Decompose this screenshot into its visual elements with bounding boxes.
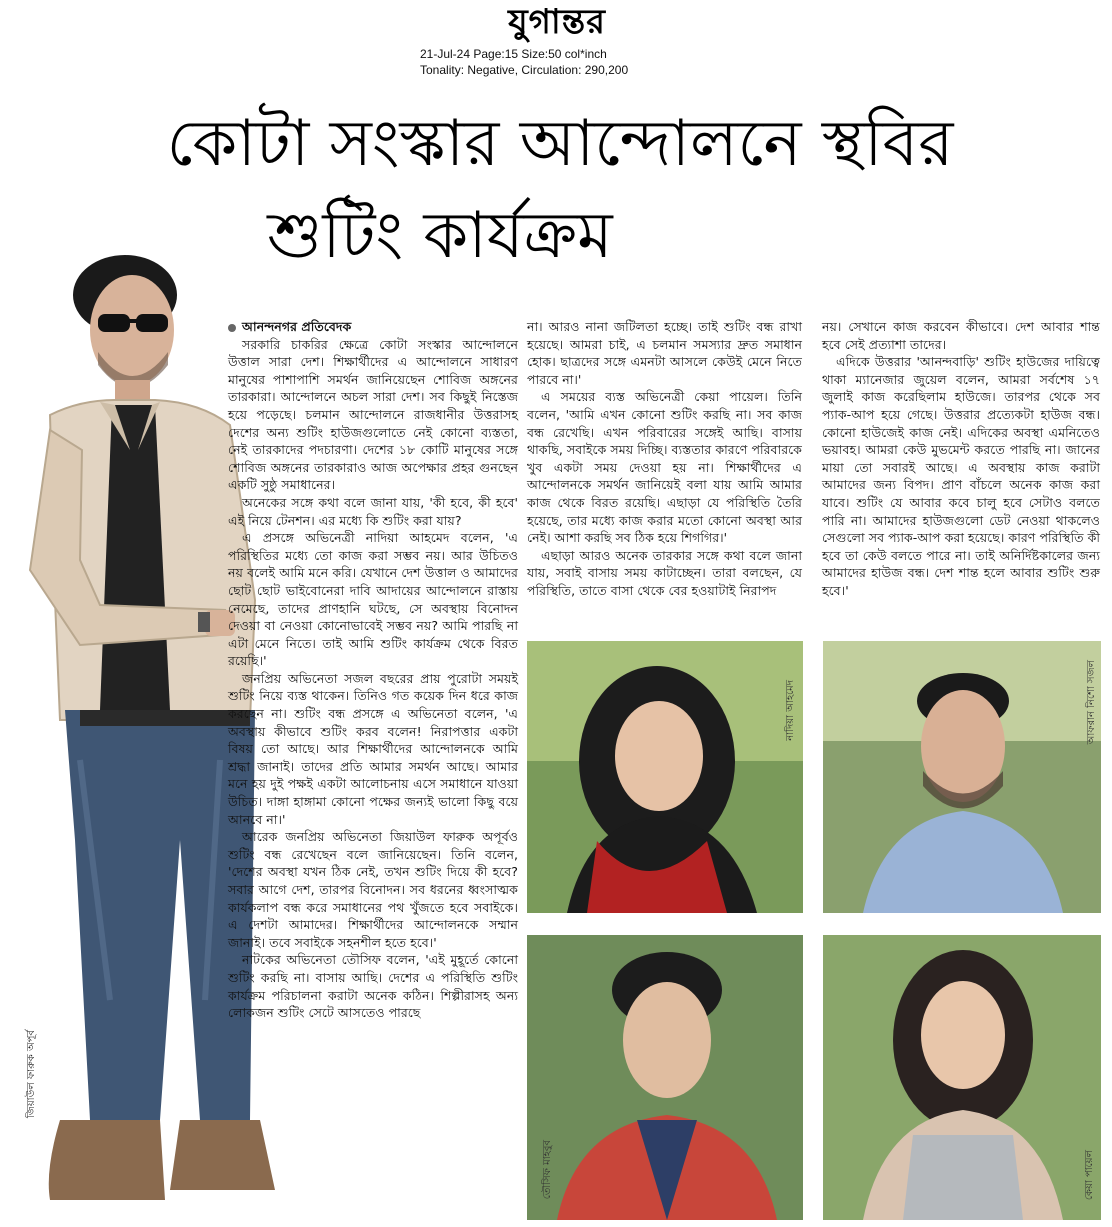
photo-actress-1 <box>527 641 803 913</box>
masthead <box>0 0 1112 80</box>
photo-credit-3: তৌসিফ মাহবুব <box>542 1140 553 1200</box>
hero-photo-credit: জিয়াউল ফারুক অপূর্ব <box>26 1030 37 1119</box>
paragraph: অনেকের সঙ্গে কথা বলে জানা যায়, 'কী হবে, কী হবে' এই নিয়ে টেনশন। এর মধ্যে কি শুটিং করা যায়? <box>228 494 518 528</box>
paragraph: এ প্রসঙ্গে অভিনেত্রী নাদিয়া আহমেদ বলেন, 'এ পরিস্থিতির মধ্যে তো কাজ করা সম্ভব নয়। আর উচিতও নয় বলেই আমি মনে করি। যেখানে দেশ উত্তাল ও আমাদের ছোট ছোট ভাইবোনেরা দাবি আদায়ের আন্দোলনে রাস্তায় নেমেছে, তাদের প্রাণহানি ঘটছে, সে অবস্থায় বিনোদন দেওয়া বা নেওয়া কোনোভাবেই সম্ভব নয়? আমি পারছি না এটা মেনে নিতে। তাই আমি শুটিং কার্যক্রম থেকে বিরত রয়েছি।' <box>228 530 518 669</box>
paragraph: নাটকের অভিনেতা তৌসিফ বলেন, 'এই মুহূর্তে কোনো শুটিং করছি না। বাসায় আছি। দেশের এ পরিস্থিতি শুটিং কার্যক্রম পরিচালনা করাটা অনেক কঠিন। শিল্পীরাসহ অন্য লোকজন শুটিং সেটে আসতেও পারছে <box>228 952 518 1021</box>
paragraph: জনপ্রিয় অভিনেতা সজল বছরের প্রায় পুরোটা সময়ই শুটিং নিয়ে ব্যস্ত থাকেন। তিনিও গত কয়েক দিন ধরে কাজ করছেন না। শুটিং বন্ধ প্রসঙ্গে এ অভিনেতা বলেন, 'এ অবস্থায় কীভাবে শুটিং করব বলেন! নিরাপত্তার একটা বিষয় তো আছে। আর শিক্ষার্থীদের আন্দোলনকে আমি শ্রদ্ধা জানাই। তাদের প্রতি আমার সমর্থন আছে। আমার মনে হয় দুই পক্ষই একটা আলোচনায় এসে সমাধানে যাওয়া উচিত। দাঙ্গা হাঙ্গামা কোনো পক্ষের জন্যই ভালো কিছু বয়ে আনবে না।' <box>228 670 518 827</box>
portrait-man-icon <box>527 935 803 1220</box>
byline: আনন্দনগর প্রতিবেদক <box>228 318 518 336</box>
photo-credit-4: কেয়া পায়েল <box>1084 1150 1095 1201</box>
paragraph: আরেক জনপ্রিয় অভিনেতা জিয়াউল ফারুক অপূর্বও শুটিং বন্ধ রেখেছেন বলে জানিয়েছেন। তিনি বলেন, 'দেশের অবস্থা যখন ঠিক নেই, তখন শুটিং দিয়ে কী হবে? সবার আগে দেশ, তারপর বিনোদন। সব ধরনের ধ্বংসাত্মক কার্যকলাপ বন্ধ করে সমাধানের পথ খুঁজতে হবে সবাইকে। এ দেশটা আমাদের। শিক্ষার্থীদের আন্দোলনকে সম্মান জানাই। তবে সবাইকে সহনশীল হতে হবে।' <box>228 829 518 950</box>
article-column-2 <box>527 318 802 600</box>
bullet-icon <box>228 324 236 332</box>
paragraph: নয়। সেখানে কাজ করবেন কীভাবে। দেশ আবার শান্ত হবে সেই প্রত্যাশা তাদের। <box>822 319 1100 352</box>
headline-line-1: কোটা সংস্কার আন্দোলনে স্থবির <box>166 107 954 181</box>
paragraph: এদিকে উত্তরার 'আনন্দবাড়ি' শুটিং হাউজের দায়িত্বে থাকা ম্যানেজার জুয়েল বলেন, আমরা সর্বশেষ ১৭ জুলাই কাজ করেছিলাম হাউজে। তারপর থেকে সব প্যাক-আপ হয়ে গেছে। উত্তরার প্রত্যেকটা হাউজ বন্ধ। কোনো হাউজেই কাজ নেই। এদিকের অবস্থা এমনিতেও ভয়াবহ। আমরা কেউ মুভমেন্ট করতে পারছি না। জানের মায়া তো সবারই আছে। এ অবস্থায় কাজ করাটা আমাদের জন্য বিপদ। প্রাণ বাঁচলে অনেক কাজ করা যাবে। শুটিং যে আবার কবে চালু হবে সেটাও বলতে পারি না। আমাদের হাউজগুলো ডেট নেওয়া থাকলেও সেগুলো সব প্যাক-আপ করা হয়েছে। কারণ পরিস্থিতি কী হবে তা কেউ বলতে পারে না। তাই অনির্দিষ্টকালের জন্য আমাদের হাউজ বন্ধ। দেশ শান্ত হলে আবার শুটিং শুরু হবে।' <box>822 354 1100 598</box>
article-column-3 <box>822 318 1100 600</box>
headline-line-2: শুটিং কার্যক্রম <box>267 199 613 273</box>
paragraph: না। আরও নানা জটিলতা হচ্ছে। তাই শুটিং বন্ধ রাখা হয়েছে। আমরা চাই, এ চলমান সমস্যার দ্রুত সমাধান হোক। ছাত্রদের সঙ্গে এমনটা আসলে কেউই মেনে নিতে পারবে না।' <box>527 319 802 387</box>
photo-actress-4 <box>823 935 1101 1220</box>
article-column-1 <box>228 318 518 1022</box>
paragraph: এ সময়ের ব্যস্ত অভিনেত্রী কেয়া পায়েল। তিনি বলেন, 'আমি এখন কোনো শুটিং করছি না। সব কাজ বন্ধ রেখেছি। এখন পরিবারের সঙ্গেই আছি। বাসায় থাকছি, সবাইকে সময় দিচ্ছি। ব্যস্ততার কারণে পরিবারকে খুব একটা সময় দেওয়া হয় না। শিক্ষার্থীদের এ আন্দোলনকে সমর্থন জানিয়েই বলা যায় আমি আমার কাজ থেকে বিরত রয়েছি। এছাড়া যে পরিস্থিতি তৈরি হয়েছে, তার মধ্যে কাজ করার মতো কোনো অবস্থা আর নেই। আশা করছি সব ঠিক হয়ে শিগগির।' <box>527 389 802 546</box>
portrait-woman-icon <box>527 641 803 913</box>
portrait-woman-icon <box>823 935 1101 1220</box>
clipping-meta-tonality: Tonality: Negative, Circulation: 290,200 <box>420 63 629 77</box>
paragraph: সরকারি চাকরির ক্ষেত্রে কোটা সংস্কার আন্দোলনে উত্তাল সারা দেশ। শিক্ষার্থীদের এ আন্দোলনে সাধারণ মানুষের পাশাপাশি সমর্থন জানিয়েছেন শোবিজ অঙ্গনের তারকারা। আন্দোলনে অচল সারা দেশ। সব কিছুই নিস্তেজ হয়ে পড়েছে। চলমান আন্দোলনে রাজধানীর উত্তরাসহ দেশের অন্য শুটিং হাউজগুলোতে নেই কোনো ব্যস্ততা, নেই তারকাদের পদচারণা। দেশের ১৮ কোটি মানুষের সঙ্গে শোবিজ অঙ্গনের তারকারাও আজ অপেক্ষার প্রহর গুনছেন একটি সুষ্ঠু সমাধানের। <box>228 336 518 493</box>
photo-actor-2 <box>823 641 1101 913</box>
newspaper-logo: যুগান্তর <box>508 2 606 42</box>
clipping-meta-date: 21-Jul-24 Page:15 Size:50 col*inch <box>420 47 607 61</box>
photo-credit-2: আফরান নিশো সজল <box>1086 660 1097 745</box>
photo-credit-1: নাদিয়া আহমেদ <box>785 680 796 741</box>
photo-actor-3 <box>527 935 803 1220</box>
portrait-man-icon <box>823 641 1101 913</box>
paragraph: এছাড়া আরও অনেক তারকার সঙ্গে কথা বলে জানা যায়, সবাই বাসায় সময় কাটাচ্ছেন। তারা বলছেন, যে পরিস্থিতি, তাতে বাসা থেকে বের হওয়াটাই নিরাপদ <box>527 547 802 598</box>
